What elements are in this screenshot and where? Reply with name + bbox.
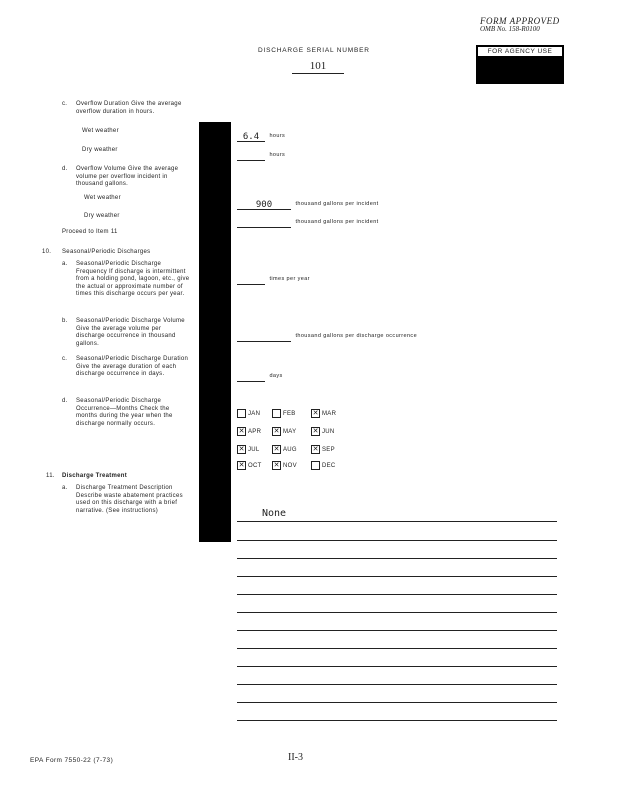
item-11a-label: Discharge Treatment Description Describe waste abatement practices used on this discharge with a brief narrative. (See instructions) bbox=[76, 485, 183, 514]
agency-use-label: FOR AGENCY USE bbox=[478, 47, 562, 56]
month-label: JUN bbox=[322, 428, 335, 435]
proceed-instruction: Proceed to Item 11 bbox=[62, 229, 118, 235]
month-oct bbox=[237, 457, 262, 475]
month-mar bbox=[311, 405, 336, 423]
item-d-wet-unit: thousand gallons per incident bbox=[295, 201, 379, 207]
month-checkbox[interactable] bbox=[311, 445, 320, 454]
item-c-wet-label: Wet weather bbox=[82, 128, 119, 134]
check-mark-icon: ✕ bbox=[312, 446, 319, 454]
section-10-title: Seasonal/Periodic Discharges bbox=[62, 249, 151, 255]
month-checkbox[interactable] bbox=[272, 461, 281, 470]
month-label: MAY bbox=[283, 428, 297, 435]
narrative-line bbox=[237, 521, 557, 522]
narrative-line bbox=[237, 702, 557, 703]
item-d-wet-label: Wet weather bbox=[84, 195, 121, 201]
item-10b-row bbox=[237, 324, 417, 342]
check-mark-icon: ✕ bbox=[273, 446, 280, 454]
month-checkbox[interactable] bbox=[311, 409, 320, 418]
item-10a-value[interactable] bbox=[237, 275, 265, 285]
item-d-dry-value[interactable] bbox=[237, 218, 291, 228]
item-c-wet-row bbox=[237, 124, 285, 142]
item-10c-label: Seasonal/Periodic Discharge Duration Give the average duration of each discharge occurrence in days. bbox=[76, 356, 189, 377]
month-feb bbox=[272, 405, 296, 423]
form-approved: FORM APPROVED bbox=[480, 16, 560, 26]
month-checkbox[interactable] bbox=[237, 427, 246, 436]
month-jan bbox=[237, 405, 260, 423]
month-label: SEP bbox=[322, 446, 335, 453]
month-checkbox[interactable] bbox=[237, 445, 246, 454]
redaction-bar bbox=[199, 122, 231, 542]
check-mark-icon: ✕ bbox=[312, 410, 319, 418]
narrative-line bbox=[237, 540, 557, 541]
check-mark-icon: ✕ bbox=[238, 428, 245, 436]
narrative-line bbox=[237, 666, 557, 667]
item-11a-letter: a. bbox=[62, 485, 68, 491]
narrative-line bbox=[237, 648, 557, 649]
section-11-title: Discharge Treatment bbox=[62, 473, 128, 479]
item-10b-unit: thousand gallons per discharge occurrence bbox=[295, 333, 418, 339]
agency-use-box bbox=[476, 45, 564, 84]
item-d-wet-value[interactable]: 900 bbox=[237, 200, 291, 210]
month-checkbox[interactable] bbox=[237, 409, 246, 418]
serial-label: DISCHARGE SERIAL NUMBER bbox=[258, 47, 370, 54]
narrative-line bbox=[237, 720, 557, 721]
item-c-wet-value[interactable]: 6.4 bbox=[237, 132, 265, 142]
month-apr bbox=[237, 423, 261, 441]
month-may bbox=[272, 423, 296, 441]
month-label: APR bbox=[248, 428, 262, 435]
treatment-description-value[interactable]: None bbox=[262, 508, 287, 519]
check-mark-icon: ✕ bbox=[238, 446, 245, 454]
narrative-line bbox=[237, 684, 557, 685]
item-10c-row bbox=[237, 364, 283, 382]
narrative-line bbox=[237, 630, 557, 631]
month-checkbox[interactable] bbox=[272, 445, 281, 454]
check-mark-icon: ✕ bbox=[238, 462, 245, 470]
month-label: NOV bbox=[283, 462, 297, 469]
month-label: FEB bbox=[283, 410, 296, 417]
omb-number: OMB No. 158-R0100 bbox=[480, 25, 540, 33]
month-checkbox[interactable] bbox=[311, 461, 320, 470]
item-10a-letter: a. bbox=[62, 261, 68, 267]
item-10c-unit: days bbox=[269, 373, 283, 379]
item-c-dry-value[interactable] bbox=[237, 151, 265, 161]
item-10a-label: Seasonal/Periodic Discharge Frequency If discharge is intermittent from a holding pond, lagoon, etc., give the actual or approximate number of times this discharge occurs per year. bbox=[76, 261, 190, 297]
item-d-wet-row bbox=[237, 192, 379, 210]
item-10b-value[interactable] bbox=[237, 332, 291, 342]
month-label: MAR bbox=[322, 410, 337, 417]
section-11-number: 11. bbox=[46, 473, 55, 479]
month-checkbox[interactable] bbox=[311, 427, 320, 436]
month-label: AUG bbox=[283, 446, 297, 453]
check-mark-icon: ✕ bbox=[273, 428, 280, 436]
item-10d-letter: d. bbox=[62, 398, 68, 404]
item-d-label: Overflow Volume Give the average volume per overflow incident in thousand gallons. bbox=[76, 166, 179, 187]
item-d-dry-unit: thousand gallons per incident bbox=[295, 219, 379, 225]
check-mark-icon: ✕ bbox=[273, 462, 280, 470]
month-checkbox[interactable] bbox=[272, 409, 281, 418]
item-d-dry-label: Dry weather bbox=[84, 213, 120, 219]
month-label: OCT bbox=[248, 462, 262, 469]
item-c-dry-unit: hours bbox=[269, 152, 286, 158]
item-c-wet-unit: hours bbox=[269, 133, 286, 139]
item-10c-letter: c. bbox=[62, 356, 68, 362]
item-c-dry-row bbox=[237, 143, 285, 161]
narrative-line bbox=[237, 612, 557, 613]
month-dec bbox=[311, 457, 336, 475]
section-10-number: 10. bbox=[42, 249, 52, 255]
month-checkbox[interactable] bbox=[237, 461, 246, 470]
item-d-letter: d. bbox=[62, 166, 68, 172]
month-nov bbox=[272, 457, 297, 475]
item-c-dry-label: Dry weather bbox=[82, 147, 118, 153]
item-d-dry-row bbox=[237, 210, 379, 228]
month-label: DEC bbox=[322, 462, 336, 469]
serial-value[interactable]: 101 bbox=[292, 60, 344, 74]
check-mark-icon: ✕ bbox=[312, 428, 319, 436]
item-10d-label: Seasonal/Periodic Discharge Occurrence—Months Check the months during the year when the discharge normally occurs. bbox=[76, 398, 173, 427]
page-number: II-3 bbox=[288, 752, 303, 763]
month-checkbox[interactable] bbox=[272, 427, 281, 436]
month-jun bbox=[311, 423, 335, 441]
item-c-letter: c. bbox=[62, 101, 68, 107]
form-number: EPA Form 7550-22 (7-73) bbox=[30, 757, 114, 764]
item-10b-label: Seasonal/Periodic Discharge Volume Give the average volume per discharge occurrence in thousand gallons. bbox=[76, 318, 185, 347]
item-10c-value[interactable] bbox=[237, 372, 265, 382]
month-label: JAN bbox=[248, 410, 261, 417]
narrative-line bbox=[237, 594, 557, 595]
narrative-line bbox=[237, 576, 557, 577]
item-c-label: Overflow Duration Give the average overflow duration in hours. bbox=[76, 101, 182, 115]
item-10a-unit: times per year bbox=[269, 276, 310, 282]
item-10b-letter: b. bbox=[62, 318, 68, 324]
narrative-line bbox=[237, 558, 557, 559]
month-label: JUL bbox=[248, 446, 260, 453]
item-10a-row bbox=[237, 267, 310, 285]
